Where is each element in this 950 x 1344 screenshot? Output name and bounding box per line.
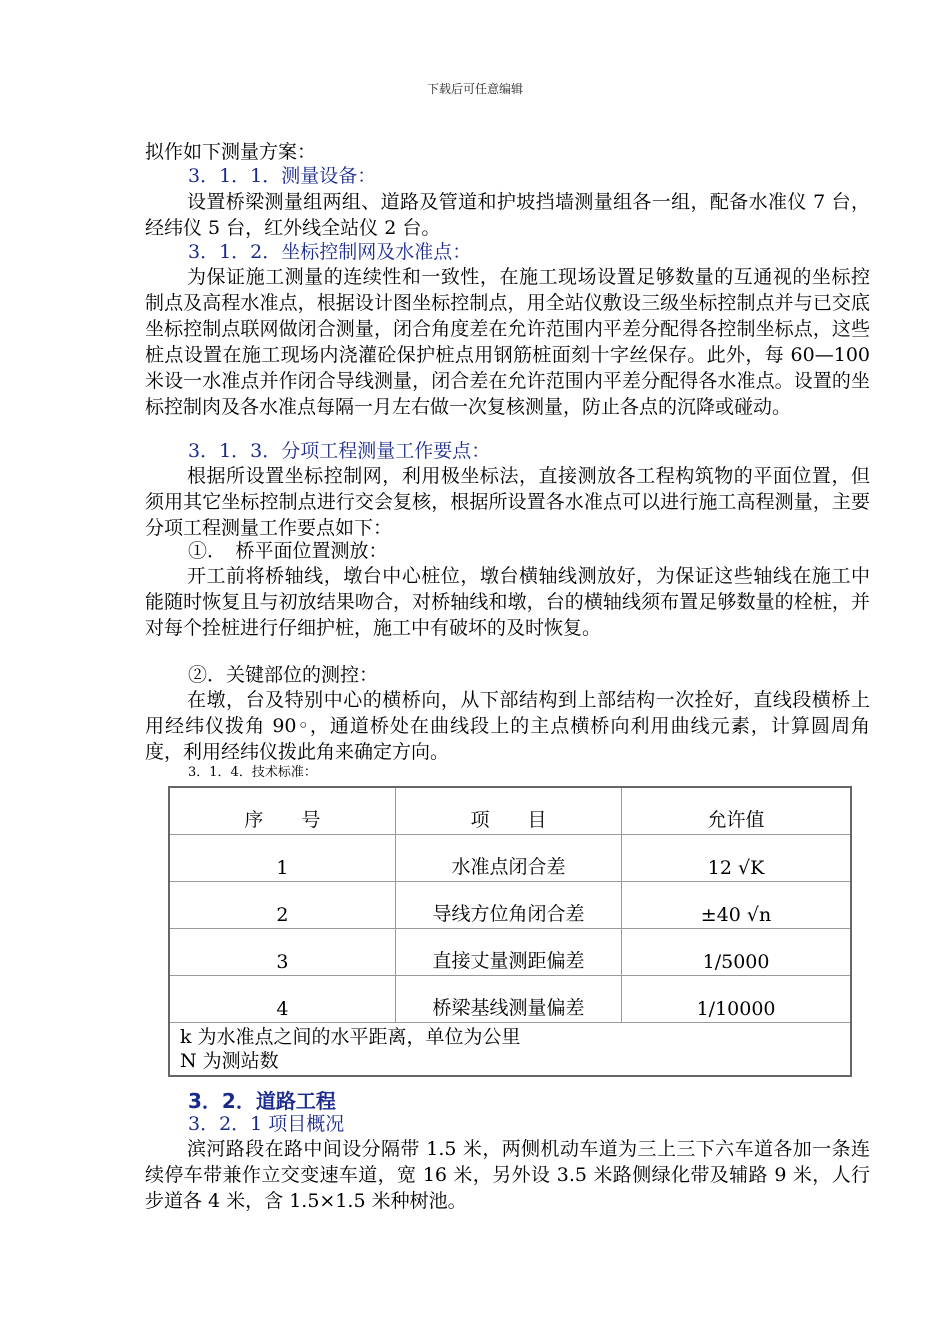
cell-no: 3 <box>169 929 395 976</box>
section-3-1-3-body: 根据所设置坐标控制网，利用极坐标法，直接测放各工程构筑物的平面位置，但须用其它坐标控制点进行交会复核，根据所设置各水准点可以进行施工高程测量，主要分项工程测量工作要点如下： <box>145 465 870 539</box>
table-row <box>169 976 851 1023</box>
cell-value: 12 √K <box>622 835 851 882</box>
cell-item: 水准点闭合差 <box>395 835 621 882</box>
section-3-1-2-title: 3．1．2．坐标控制网及水准点： <box>188 241 472 263</box>
table-header-row <box>169 787 851 835</box>
table-row <box>169 835 851 882</box>
table-note-row <box>169 1023 851 1077</box>
cell-value: ±40 √n <box>622 882 851 929</box>
cell-value: 1/5000 <box>622 929 851 976</box>
item-2-body: 在墩，台及特别中心的横桥向，从下部结构到上部结构一次拴好，直线段横桥上用经纬仪拨角 90◦，通道桥处在曲线段上的主点横桥向利用曲线元素，计算圆周角度，利用经纬仪拨此角来确定方向。 <box>145 689 870 763</box>
note-line-2: N 为测站数 <box>180 1050 279 1072</box>
cell-no: 4 <box>169 976 395 1023</box>
intro-text: 拟作如下测量方案： <box>145 141 317 163</box>
table-note <box>169 1023 851 1077</box>
section-3-2-heading: 3．2．道路工程 <box>188 1089 336 1113</box>
cell-value: 1/10000 <box>622 976 851 1023</box>
page-header: 下载后可任意编辑 <box>426 82 523 96</box>
item-1-body: 开工前将桥轴线，墩台中心桩位，墩台横轴线测放好，为保证这些轴线在施工中能随时恢复且与初放结果吻合，对桥轴线和墩，台的横轴线须布置足够数量的栓桩，并对每个拴桩进行仔细护桩，施工中有破坏的及时恢复。 <box>145 565 870 639</box>
column-header: 允许值 <box>622 787 851 835</box>
cell-item: 桥梁基线测量偏差 <box>395 976 621 1023</box>
column-header: 项 目 <box>395 787 621 835</box>
cell-item: 导线方位角闭合差 <box>395 882 621 929</box>
section-3-1-1-body: 设置桥梁测量组两组、道路及管道和护坡挡墙测量组各一组，配备水准仪 7 台，经纬仪 5 台，红外线全站仪 2 台。 <box>145 191 870 239</box>
section-3-1-1-title: 3．1．1．测量设备： <box>188 165 377 187</box>
section-3-2-1-body: 滨河路段在路中间设分隔带 1.5 米，两侧机动车道为三上三下六车道各加一条连续停车带兼作立交变速车道，宽 16 米，另外设 3.5 米路侧绿化带及辅路 9 米，人行步道各 4 米，含 1.5×1.5 米种树池。 <box>145 1138 870 1212</box>
section-3-2-1-title: 3．2．1 项目概况 <box>188 1113 345 1135</box>
section-3-1-2-body: 为保证施工测量的连续性和一致性，在施工现场设置足够数量的互通视的坐标控制点及高程水准点，根据设计图坐标控制点，用全站仪敷设三级坐标控制点并与已交底坐标控制点联网做闭合测量，闭合角度差在允许范围内平差分配得各控制坐标点，这些桩点设置在施工现场内浇灌砼保护桩点用钢筋桩面刻十字丝保存。此外，每 60—100 米设一水准点并作闭合导线测量，闭合差在允许范围内平差分配得各水准点。设置的坐标控制肉及各水准点每隔一月左右做一次复核测量，防止各点的沉降或碰动。 <box>145 266 870 418</box>
section-3-1-4-title: 3．1．4．技术标准： <box>188 765 317 780</box>
section-3-1-3-title: 3．1．3．分项工程测量工作要点： <box>188 440 491 462</box>
item-1-title: ①． 桥平面位置测放： <box>188 540 388 562</box>
column-header: 序 号 <box>169 787 395 835</box>
cell-no: 2 <box>169 882 395 929</box>
cell-no: 1 <box>169 835 395 882</box>
item-2-title: ②．关键部位的测控： <box>188 664 379 686</box>
table-row <box>169 882 851 929</box>
technical-standards-table <box>168 786 852 1077</box>
note-line-1: k 为水准点之间的水平距离，单位为公里 <box>180 1026 521 1048</box>
table-row <box>169 929 851 976</box>
cell-item: 直接丈量测距偏差 <box>395 929 621 976</box>
